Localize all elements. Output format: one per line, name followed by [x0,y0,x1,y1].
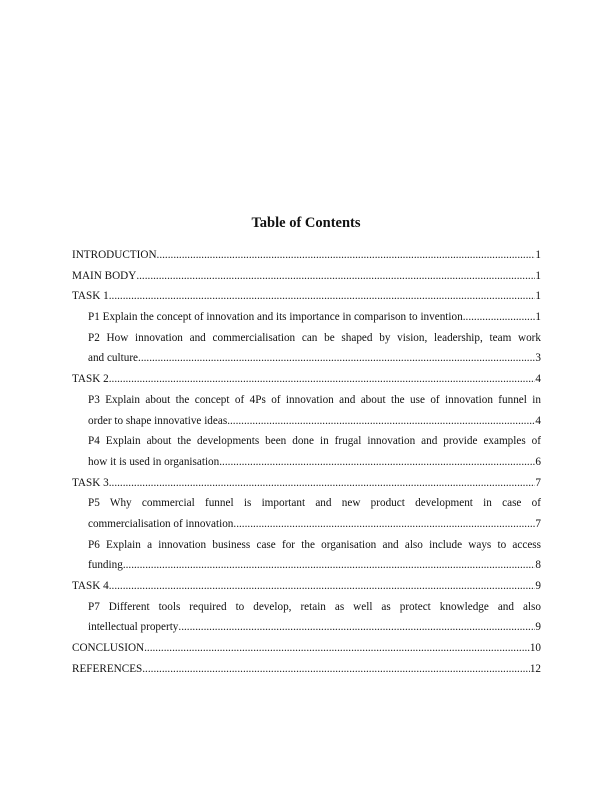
toc-page-number: 4 [535,414,541,427]
toc-entry[interactable] [72,659,541,680]
toc-entry[interactable] [72,576,541,597]
toc-entry-text: TASK 2 [72,373,109,386]
dot-leader [219,452,535,473]
toc-page-number: 9 [535,621,541,634]
dot-leader [233,514,535,535]
toc-entry[interactable] [72,390,541,431]
toc-entry-text: commercialisation of innovation [88,517,234,530]
toc-entry-line [72,348,541,369]
toc-entry[interactable] [72,328,541,369]
toc-entry[interactable] [72,638,541,659]
toc-entry-line [72,617,541,638]
toc-page-number: 1 [535,311,541,324]
toc-entry-line [72,576,541,597]
toc-entry-text: TASK 4 [72,580,109,592]
toc-entry-line [72,638,541,659]
toc-entry-text: P3 Explain about the concept of 4Ps of innovation and about the use of innovation funnel in [88,393,541,406]
toc-page-number: 1 [535,269,541,282]
toc-entry-text: how it is used in organisation [88,455,220,468]
toc-entry[interactable] [72,286,541,307]
dot-leader [142,659,530,680]
toc-entry[interactable] [72,369,541,390]
toc-entry-text: P6 Explain a innovation business case for the organisation and also include ways to access [88,538,541,551]
toc-entry-text: intellectual property [88,621,179,634]
toc-entry-text: P4 Explain about the developments been done in frugal innovation and provide examples of [88,435,541,448]
toc-entry-text: P1 Explain the concept of innovation and its importance in comparison to invention [88,311,463,324]
toc-entry[interactable] [72,535,541,576]
toc-entry-line [72,245,541,266]
toc-entry-text: funding [88,559,123,572]
toc-entry[interactable] [72,597,541,638]
toc-page-number: 6 [535,455,541,468]
toc-entry-line [72,473,541,494]
toc-entry[interactable] [72,493,541,534]
toc-entry-line [72,286,541,307]
toc-page-number: 9 [535,580,541,592]
dot-leader [138,348,535,369]
toc-entry[interactable] [72,473,541,494]
toc-entry-text: P5 Why commercial funnel is important and new product development in case of [88,497,541,510]
toc-entry[interactable] [72,307,541,328]
toc-entry-text: REFERENCES [72,662,143,675]
toc-page-number: 12 [529,662,541,675]
toc-entry-line [72,369,541,390]
toc-entry-text: P2 How innovation and commercialisation can be shaped by vision, leadership, team work [88,331,541,344]
dot-leader [109,369,536,390]
toc-entry-line [72,307,541,328]
toc-page-number: 10 [529,642,541,655]
dot-leader [144,638,530,659]
toc-entry-text: CONCLUSION [72,642,145,655]
dot-leader [123,555,536,576]
dot-leader [109,473,536,494]
toc-entry-line [72,659,541,680]
toc-entry-line [72,452,541,473]
table-of-contents [72,245,541,679]
toc-entry[interactable] [72,245,541,266]
toc-page-number: 8 [535,559,541,572]
toc-entry-text: TASK 1 [72,290,109,303]
dot-leader [463,307,536,328]
toc-page-number: 7 [535,476,541,489]
toc-entry-line [72,411,541,432]
toc-entry-text: P7 Different tools required to develop, retain as well as protect knowledge and also [88,600,541,613]
toc-page-number: 7 [535,517,541,530]
toc-entry[interactable] [72,431,541,472]
toc-entry-text: TASK 3 [72,476,109,489]
dot-leader [157,245,536,266]
dot-leader [136,266,535,287]
dot-leader [109,576,536,597]
toc-page-number: 3 [535,352,541,365]
dot-leader [109,286,536,307]
dot-leader [178,617,535,638]
toc-entry-text: and culture [88,352,139,365]
toc-entry-line [72,514,541,535]
toc-page-number: 4 [535,373,541,386]
dot-leader [227,411,535,432]
toc-entry-text: INTRODUCTION [72,249,157,261]
toc-title: Table of Contents [251,215,361,231]
toc-page-number: 1 [535,290,541,303]
toc-page-number: 1 [535,249,541,261]
toc-entry-line [72,266,541,287]
toc-entry-text: order to shape innovative ideas [88,414,228,427]
toc-entry[interactable] [72,266,541,287]
toc-entry-line [72,555,541,576]
toc-entry-text: MAIN BODY [72,269,137,282]
